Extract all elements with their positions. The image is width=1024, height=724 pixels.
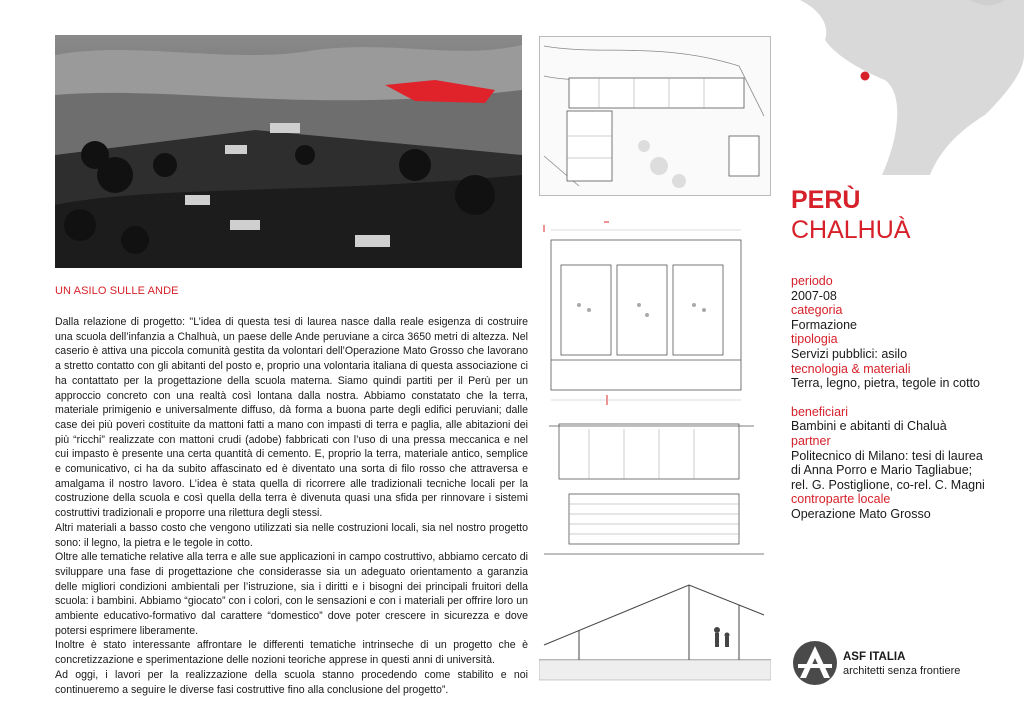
beneficiari-label: beneficiari: [791, 404, 848, 419]
body-text: [55, 315, 528, 697]
logo-subtitle: architetti senza frontiere: [843, 665, 961, 677]
body-paragraph: Inoltre è stato interessante affrontare le differenti tematiche intrinseche di un progetto che è concretizzazione e sperimentazione delle nozioni teoriche apprese in questi anni di università.: [55, 639, 528, 667]
tecnologia-value: Terra, legno, pietra, tegole in cotto: [791, 376, 981, 391]
periodo-value: 2007-08: [791, 288, 837, 303]
site-plan-drawing: [539, 36, 771, 196]
floor-plan-drawing: [539, 210, 771, 410]
controparte-label: controparte locale: [791, 492, 891, 507]
logo-title: ASF ITALIA: [843, 651, 906, 663]
body-paragraph: Ad oggi, i lavori per la realizzazione della scuola stanno procedendo come stabilito e noi continueremo a seguire le diverse fasi costruttive fino alla conclusione del progetto”.: [55, 668, 528, 696]
city-title: CHALHUÀ: [791, 216, 911, 244]
elevations-drawing: [539, 414, 771, 566]
beneficiari-value: Bambini e abitanti di Chaluà: [791, 419, 947, 434]
tipologia-label: tipologia: [791, 332, 838, 347]
section-heading: UN ASILO SULLE ANDE: [55, 285, 179, 297]
categoria-label: categoria: [791, 303, 843, 318]
categoria-value: Formazione: [791, 317, 857, 332]
asf-logo-icon: [792, 640, 838, 686]
partner-value-line: di Anna Porro e Mario Tagliabue;: [791, 463, 973, 478]
section-drawing: [539, 575, 771, 690]
partner-value-line: Politecnico di Milano: tesi di laurea: [791, 448, 983, 463]
controparte-value: Operazione Mato Grosso: [791, 506, 931, 521]
partner-value-line: rel. G. Postiglione, co-rel. C. Magni: [791, 477, 985, 492]
body-paragraph: Dalla relazione di progetto: "L’idea di questa tesi di laurea nasce dalla reale esigenza di costruire una scuola dell’infanzia a Chalhuà, un paese delle Ande peruviane a circa 3650 metri di altezza. Nel caserio è attiva una piccola comunità gestita da volontari dell’Operazione Mato Grosso che lavorano a stretto contatto con gli abitanti del posto e, proprio una volontaria italiana di questa associazione ci ha contattato per la progettazione della scuola materna. Siamo quindi partiti per il Perù per un approccio concreto con una realtà così lontana dalla nostra. Abbiamo constatato che la terra, materiale primigenio e universalmente diffuso, dà forma a buona parte degli edifici peruviani; dalle case dei più poveri costituite da mattoni fatti a mano con impasti di terra e paglia, alle abitazioni dei più “ricchi” realizzate con mattoni crudi (adobe) fabbricati con l’uso di una pressa meccanica e nel cui impasto è presente una certa quantità di cemento. E, proprio la terra, materiale antico, semplice e comunicativo, ci ha da subito affascinato ed è diventato una sorta di filo rosso che attraversa e amalgama il nostro lavoro. L’idea è stata quella di ricorrere alle tradizionali tecniche locali per la costruzione della scuola e così quella della terra è divenuta quasi una sfida per rinnovare i sistemi costruttivi tradizionali e proporre una rilettura degli stessi.: [55, 316, 528, 520]
country-title: PERÙ: [791, 186, 861, 214]
body-paragraph: Oltre alle tematiche relative alla terra e alle sue applicazioni in campo costruttivo, abbiamo cercato di sviluppare una fase di progettazione che considerasse sia un adeguato orientamento a garanzia delle migliori condizioni ambientali per l’istruzione, sia i diritti e i bisogni dei principali fruitori della scuola: i bambini. Abbiamo “giocato” con i colori, con le sensazioni e con i materiali per offrire loro un ambiente educativo-formativo dal carattere “domestico” dove poter crescere in sicurezza e dove potersi esprimere liberamente.: [55, 551, 528, 637]
location-marker-icon: [861, 72, 870, 81]
tipologia-value: Servizi pubblici: asilo: [791, 346, 908, 361]
project-info: [791, 274, 1021, 522]
tecnologia-label: tecnologia & materiali: [791, 361, 911, 376]
aerial-photo: [55, 35, 522, 268]
partner-label: partner: [791, 433, 831, 448]
south-america-map: [790, 0, 1024, 175]
periodo-label: periodo: [791, 274, 833, 288]
body-paragraph: Altri materiali a basso costo che vengono utilizzati sia nelle costruzioni locali, sia nel nostro progetto sono: il legno, la pietra e le tegole in cotto.: [55, 521, 528, 549]
